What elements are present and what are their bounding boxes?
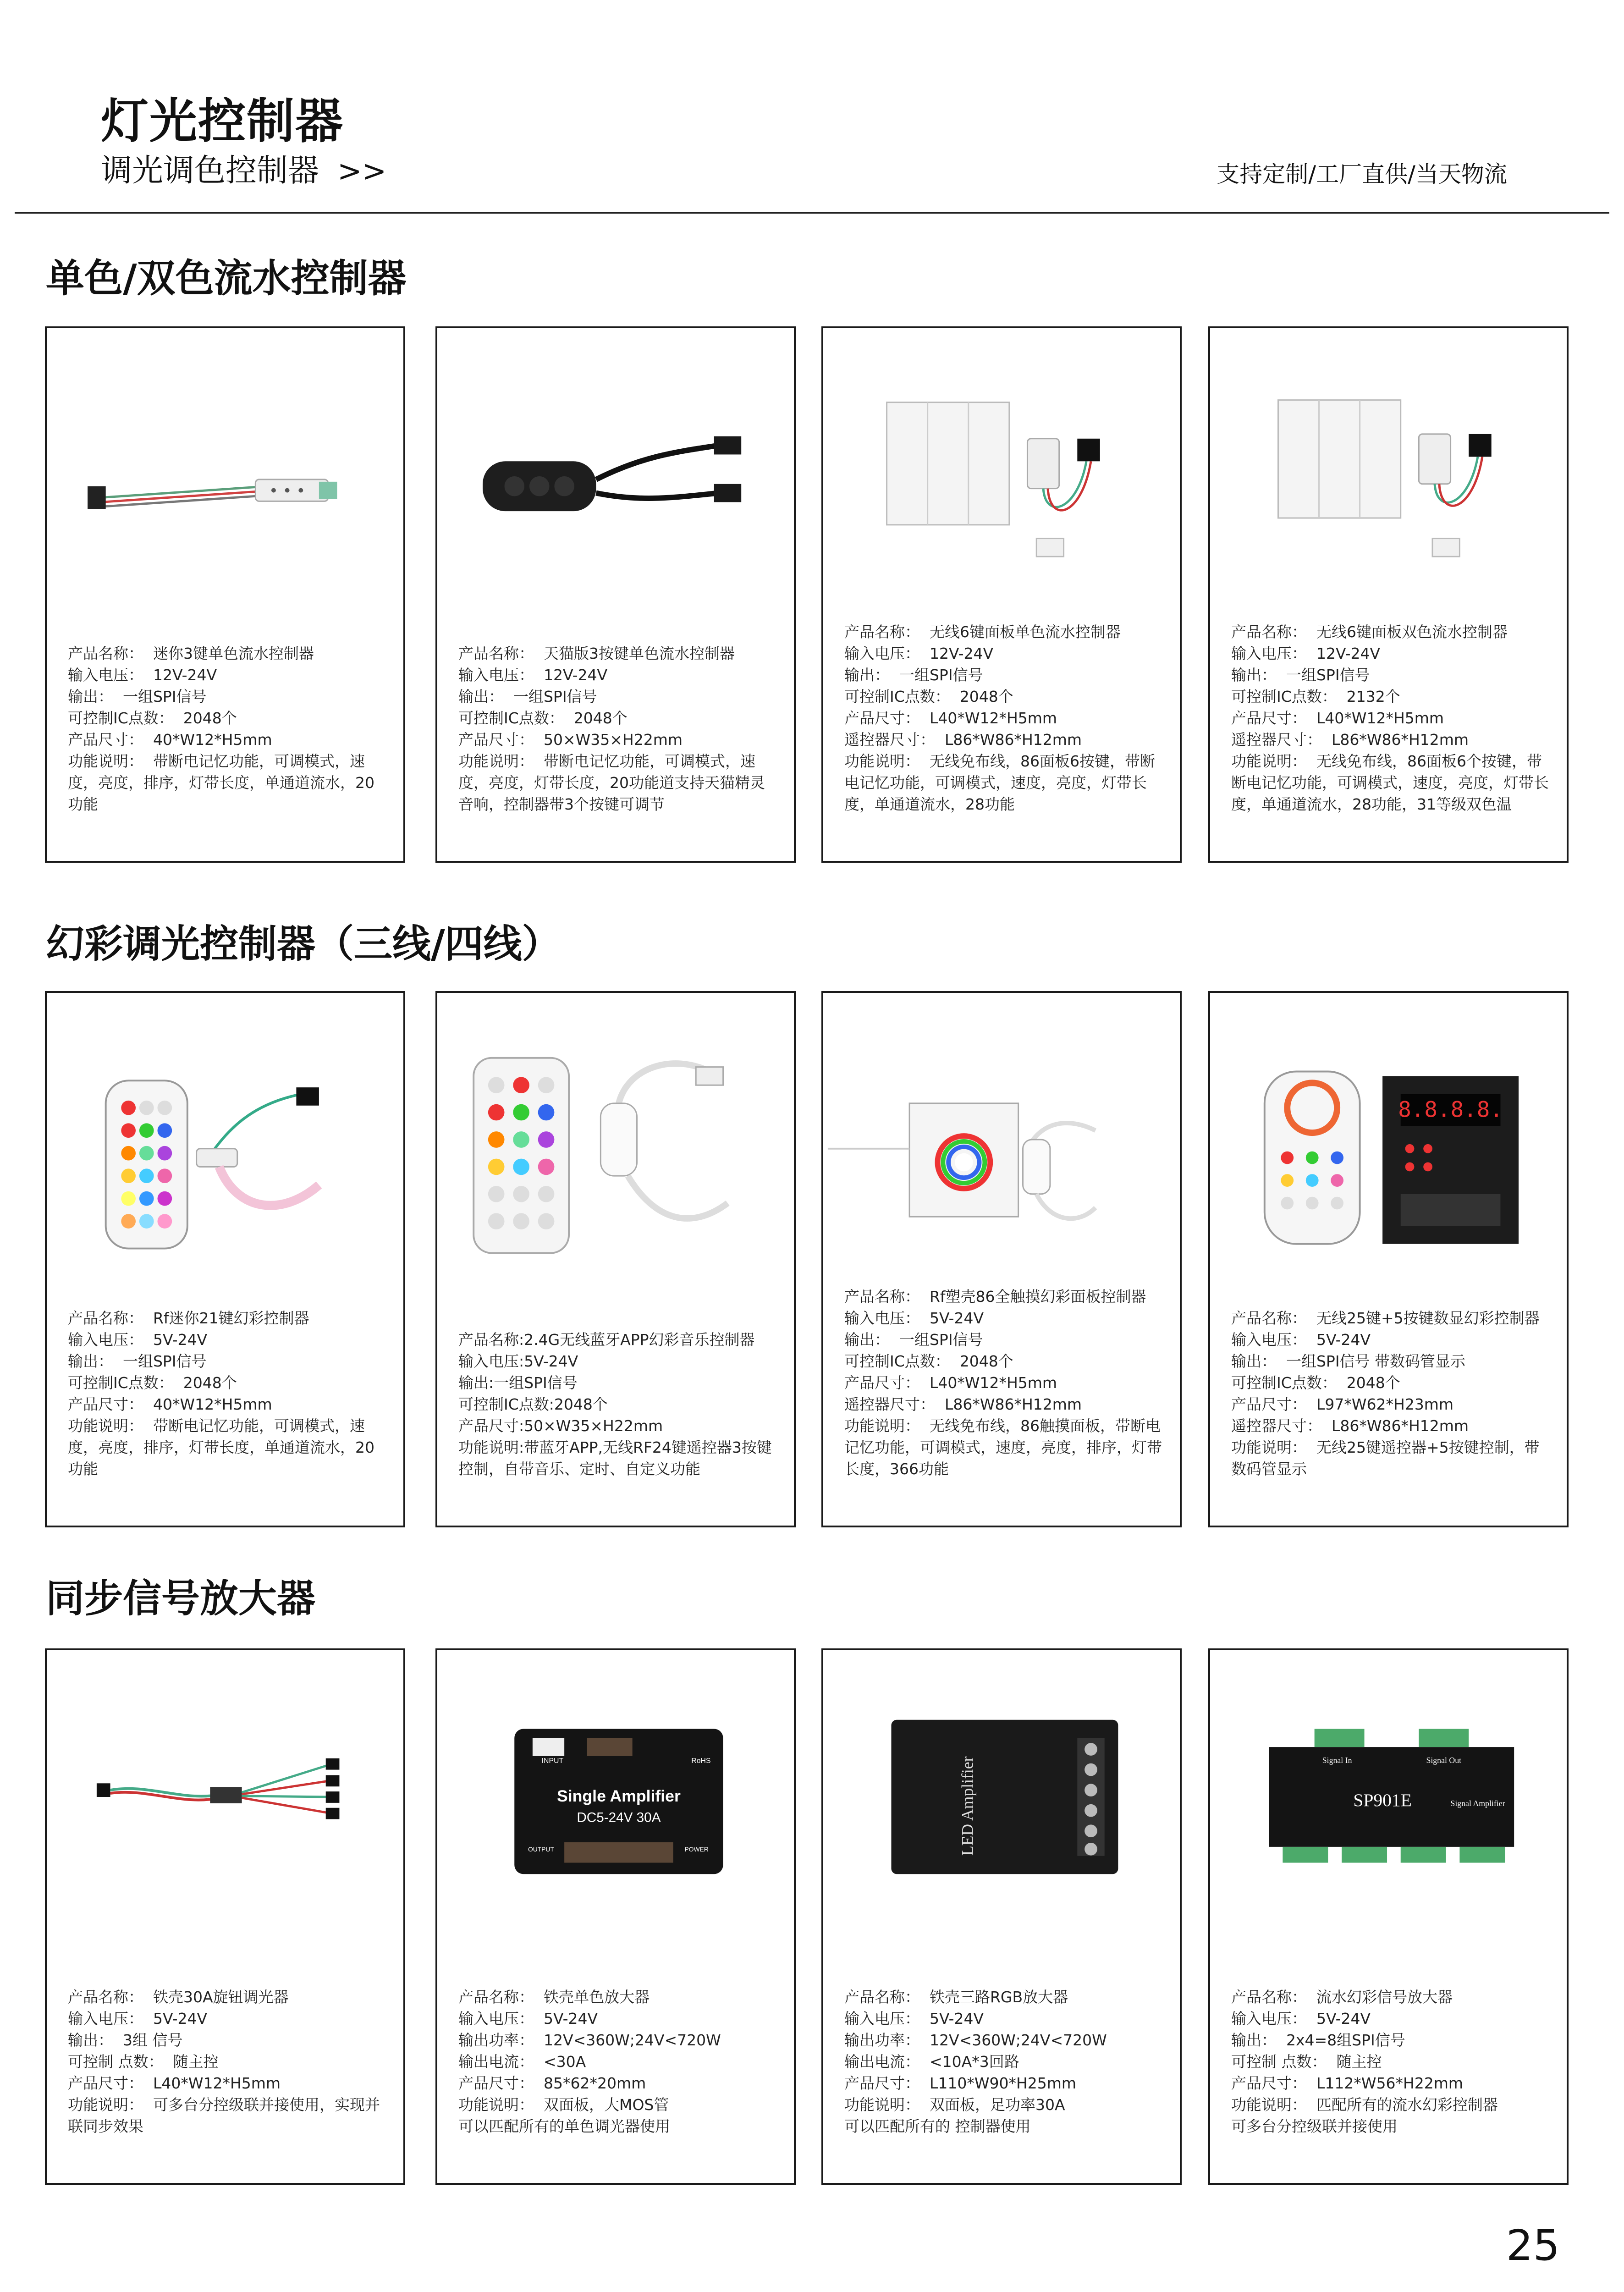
spec-line: 功能说明： 双面板，大MOS管 (458, 2096, 669, 2114)
spec-line: 产品尺寸： 40*W12*H5mm (68, 1395, 272, 1413)
spec-line: 输出电流： <30A (458, 2053, 586, 2071)
spec-line: 输出： 3组 信号 (68, 2031, 183, 2049)
spec-line: 功能说明： 带断电记忆功能，可调模式，速度，亮度，灯带长度，20功能道支持天猫精灵音响，控制器带3个按键可调节 (458, 752, 765, 813)
product-image (437, 347, 794, 603)
spec-line: 产品尺寸： L110*W90*H25mm (844, 2074, 1077, 2092)
spec-line: 可以匹配所有的 控制器使用 (844, 2117, 1031, 2135)
spec-line: 产品名称： 无线6键面板双色流水控制器 (1231, 623, 1508, 641)
sp-model: SP901E (1353, 1790, 1412, 1810)
spec-line: 产品尺寸： 85*62*20mm (458, 2074, 646, 2092)
product-image (437, 1011, 794, 1268)
spec-line: 输出： 2x4=8组SPI信号 (1231, 2031, 1405, 2049)
product-specs (68, 643, 388, 815)
product-specs (844, 621, 1164, 815)
section-title-single-dual: 单色/双色流水控制器 (46, 256, 407, 301)
spec-line: 可控制IC点数： 2048个 (458, 709, 628, 727)
spec-line: 输出功率： 12V<360W;24V<720W (844, 2031, 1107, 2049)
product-card (1208, 991, 1569, 1527)
product-image (1210, 347, 1567, 603)
spec-line: 输出： 一组SPI信号 (844, 666, 983, 684)
power-label: POWER (684, 1845, 709, 1853)
spec-line: 输出： 一组SPI信号 (458, 688, 597, 705)
section-title-signal-amplifier: 同步信号放大器 (46, 1576, 316, 1621)
product-image (47, 1011, 403, 1268)
spec-line: 产品尺寸： 50×W35×H22mm (458, 731, 683, 749)
spec-line: 输入电压： 12V-24V (844, 645, 994, 662)
spec-line: 输入电压： 5V-24V (68, 2010, 208, 2028)
spec-line: 产品名称： 流水幻彩信号放大器 (1231, 1988, 1453, 2006)
product-image (1210, 1669, 1567, 1925)
spec-line: 遥控器尺寸： L86*W86*H12mm (844, 1395, 1082, 1413)
spec-line: 功能说明： 无线免布线，86面板6个按键，带断电记忆功能，可调模式，速度，亮度，灯带长度，单通道流水，28功能，31等级双色温 (1231, 752, 1549, 813)
page-title: 灯光控制器 (101, 93, 344, 149)
spec-line: 输入电压： 5V-24V (1231, 1331, 1371, 1349)
product-image (47, 1669, 403, 1925)
product-card (45, 1648, 405, 2185)
product-card (821, 326, 1182, 863)
spec-line: 产品尺寸： L112*W56*H22mm (1231, 2074, 1464, 2092)
input-label: INPUT (541, 1757, 564, 1765)
product-specs (68, 1307, 388, 1480)
signal-amp-label: Signal Amplifier (1450, 1798, 1505, 1808)
product-card (821, 1648, 1182, 2185)
spec-line: 输入电压： 5V-24V (68, 1331, 208, 1349)
digit-display: 8.8.8.8. (1398, 1097, 1503, 1123)
product-card (435, 1648, 796, 2185)
spec-line: 功能说明： 带断电记忆功能，可调模式，速度，亮度，排序，灯带长度，单通道流水，20功能 (68, 752, 374, 813)
product-specs (1231, 621, 1551, 815)
spec-line: 输出： 一组SPI信号 带数码管显示 (1231, 1352, 1466, 1370)
spec-line: 功能说明： 无线25键遥控器+5按键控制，带数码管显示 (1231, 1438, 1540, 1478)
spec-line: 遥控器尺寸： L86*W86*H12mm (844, 731, 1082, 749)
spec-line: 输入电压： 5V-24V (844, 2010, 984, 2028)
spec-line: 可控制IC点数： 2048个 (1231, 1374, 1400, 1392)
subtitle-text: 调光调色控制器 (101, 153, 319, 189)
product-specs (458, 643, 778, 815)
product-specs (458, 1329, 778, 1480)
spec-line: 功能说明： 无线免布线，86面板6按键，带断电记忆功能，可调模式，速度，亮度，灯带长度，单通道流水，28功能 (844, 752, 1155, 813)
page-subtitle (101, 146, 386, 190)
spec-line: 可控制IC点数： 2132个 (1231, 688, 1400, 705)
spec-line: 可控制IC点数： 2048个 (68, 709, 237, 727)
product-specs (1231, 1307, 1551, 1480)
spec-line: 输入电压： 5V-24V (1231, 2010, 1371, 2028)
device-title: Single Amplifier (556, 1786, 681, 1805)
product-specs (68, 1986, 388, 2137)
product-image (1210, 1011, 1567, 1268)
page-number: 25 (1506, 2221, 1560, 2270)
product-card (821, 991, 1182, 1527)
spec-line: 可控制IC点数： 2048个 (844, 1352, 1013, 1370)
spec-line: 产品尺寸： L40*W12*H5mm (844, 1374, 1057, 1392)
product-specs (1231, 1986, 1551, 2137)
spec-line: 可控制 点数： 随主控 (1231, 2053, 1382, 2071)
spec-line: 输出： 一组SPI信号 (68, 688, 207, 705)
product-card (435, 991, 796, 1527)
tagline: 支持定制/工厂直供/当天物流 (1217, 161, 1507, 187)
product-specs (458, 1986, 778, 2137)
product-specs (844, 1286, 1164, 1480)
rohs-label: RoHS (691, 1757, 711, 1765)
output-label: OUTPUT (528, 1845, 554, 1853)
spec-line: 输入电压： 12V-24V (458, 666, 608, 684)
spec-line: 功能说明:带蓝牙APP,无线RF24键遥控器3按键控制，自带音乐、定时、自定义功能 (458, 1438, 772, 1478)
spec-line: 可控制IC点数:2048个 (458, 1395, 608, 1413)
spec-line: 可控制IC点数： 2048个 (844, 688, 1013, 705)
spec-line: 产品名称： 无线6键面板单色流水控制器 (844, 623, 1121, 641)
spec-line: 输出： 一组SPI信号 (68, 1352, 207, 1370)
spec-line: 输入电压:5V-24V (458, 1352, 578, 1370)
spec-line: 产品名称： Rf迷你21键幻彩控制器 (68, 1309, 309, 1327)
spec-line: 输出： 一组SPI信号 (1231, 666, 1370, 684)
spec-line: 功能说明： 无线免布线，86触摸面板，带断电记忆功能，可调模式，速度，亮度，排序，灯带长度，366功能 (844, 1417, 1162, 1478)
product-image (47, 347, 403, 603)
spec-line: 产品名称： 铁壳单色放大器 (458, 1988, 650, 2006)
spec-line: 输入电压： 12V-24V (1231, 645, 1381, 662)
spec-line: 产品名称： 天猫版3按键单色流水控制器 (458, 645, 735, 662)
spec-line: 产品尺寸:50×W35×H22mm (458, 1417, 663, 1435)
spec-line: 遥控器尺寸： L86*W86*H12mm (1231, 731, 1469, 749)
product-card (45, 326, 405, 863)
spec-line: 可多台分控级联并接使用 (1231, 2117, 1398, 2135)
header-divider (15, 212, 1609, 214)
product-image (437, 1669, 794, 1925)
spec-line: 产品名称： Rf塑壳86全触摸幻彩面板控制器 (844, 1288, 1146, 1306)
spec-line: 产品尺寸： L40*W12*H5mm (844, 709, 1057, 727)
product-image (823, 1669, 1180, 1925)
product-card (435, 326, 796, 863)
spec-line: 产品名称： 迷你3键单色流水控制器 (68, 645, 314, 662)
led-amp-title: LED Amplifier (958, 1756, 977, 1856)
spec-line: 输出电流： <10A*3回路 (844, 2053, 1019, 2071)
spec-line: 产品尺寸： L40*W12*H5mm (68, 2074, 281, 2092)
spec-line: 功能说明： 双面板，足功率30A (844, 2096, 1065, 2114)
product-card (45, 991, 405, 1527)
spec-line: 遥控器尺寸： L86*W86*H12mm (1231, 1417, 1469, 1435)
product-specs (844, 1986, 1164, 2137)
signal-out-label: Signal Out (1426, 1755, 1462, 1765)
chevron-right-icon: >> (337, 154, 387, 188)
spec-line: 产品尺寸： L40*W12*H5mm (1231, 709, 1444, 727)
spec-line: 产品名称:2.4G无线蓝牙APP幻彩音乐控制器 (458, 1331, 755, 1349)
spec-line: 可控制 点数： 随主控 (68, 2053, 219, 2071)
device-spec: DC5-24V 30A (577, 1810, 661, 1825)
product-card (1208, 326, 1569, 863)
spec-line: 输出:一组SPI信号 (458, 1374, 578, 1392)
spec-line: 可以匹配所有的单色调光器使用 (458, 2117, 670, 2135)
spec-line: 产品名称： 铁壳三路RGB放大器 (844, 1988, 1068, 2006)
spec-line: 产品名称： 铁壳30A旋钮调光器 (68, 1988, 289, 2006)
product-image (823, 347, 1180, 603)
spec-line: 输入电压： 5V-24V (844, 1309, 984, 1327)
spec-line: 输出： 一组SPI信号 (844, 1331, 983, 1349)
section-title-magic-color: 幻彩调光控制器（三线/四线） (46, 921, 561, 966)
spec-line: 输入电压： 12V-24V (68, 666, 217, 684)
spec-line: 输入电压： 5V-24V (458, 2010, 598, 2028)
spec-line: 可控制IC点数： 2048个 (68, 1374, 237, 1392)
product-card (1208, 1648, 1569, 2185)
spec-line: 功能说明： 可多台分控级联并接使用，实现并联同步效果 (68, 2096, 380, 2135)
product-image (823, 1011, 1180, 1268)
spec-line: 输出功率： 12V<360W;24V<720W (458, 2031, 721, 2049)
signal-in-label: Signal In (1322, 1755, 1352, 1765)
spec-line: 功能说明： 匹配所有的流水幻彩控制器 (1231, 2096, 1498, 2114)
spec-line: 产品名称： 无线25键+5按键数显幻彩控制器 (1231, 1309, 1540, 1327)
spec-line: 功能说明： 带断电记忆功能，可调模式，速度，亮度，排序，灯带长度，单通道流水，20功能 (68, 1417, 374, 1478)
spec-line: 产品尺寸： L97*W62*H23mm (1231, 1395, 1454, 1413)
spec-line: 产品尺寸： 40*W12*H5mm (68, 731, 272, 749)
